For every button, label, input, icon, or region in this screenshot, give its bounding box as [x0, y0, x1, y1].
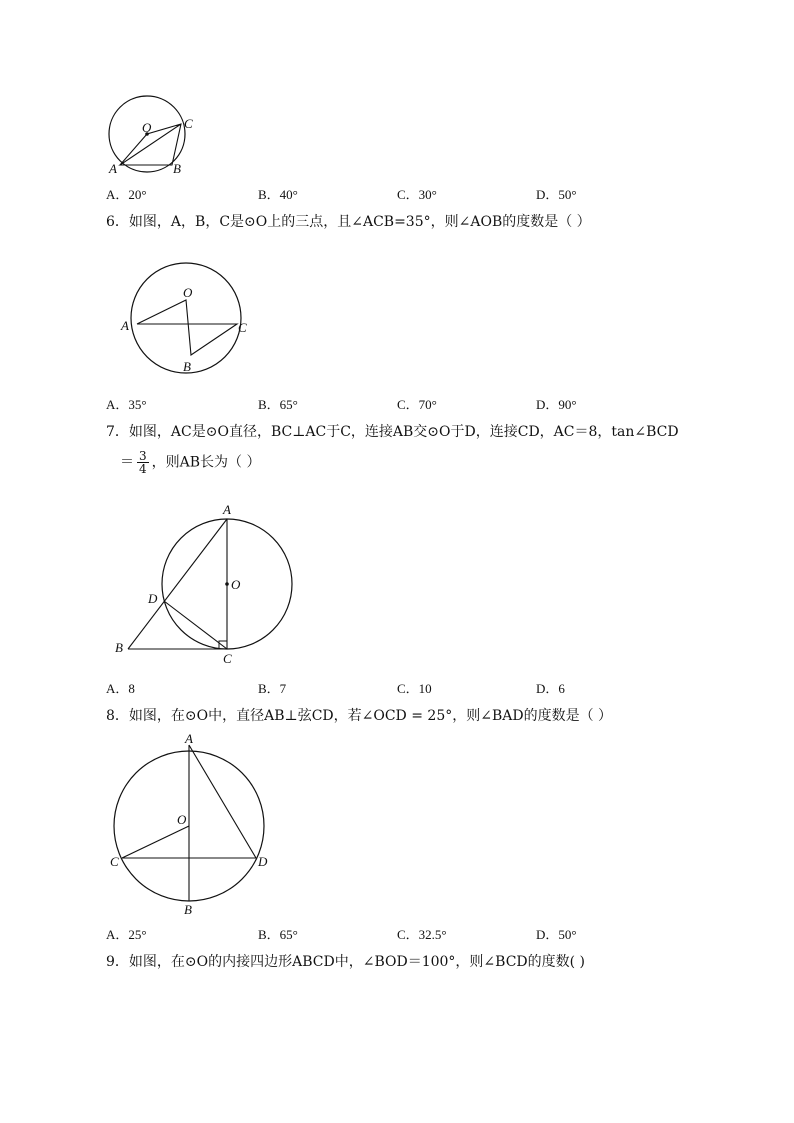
option-value: 50° — [558, 927, 577, 942]
q5-figure — [100, 90, 210, 180]
q8-label-c: C — [110, 854, 119, 869]
option-value: 40° — [279, 187, 298, 202]
q7-option-c[interactable] — [397, 680, 432, 698]
q8-label-b: B — [184, 902, 192, 917]
q8-option-d[interactable] — [536, 926, 577, 944]
option-value: 35° — [128, 397, 147, 412]
q8-stem — [106, 707, 612, 725]
q7-option-d[interactable] — [536, 680, 565, 698]
option-letter: A． — [106, 187, 129, 202]
q7-text-line1: 如图，AC是⊙O直径，BC⊥AC于C，连接AB交⊙O于D，连接CD，AC＝8，tan∠BCD — [128, 424, 679, 440]
q7-label-b: B — [115, 640, 123, 655]
q7-frac-num: 3 — [139, 449, 147, 463]
q7-text-line2: ，则AB长为（ ） — [151, 454, 261, 471]
option-letter: D． — [536, 927, 559, 942]
option-value: 50° — [558, 187, 577, 202]
option-value: 32.5° — [418, 927, 447, 942]
option-letter: A． — [106, 681, 129, 696]
option-letter: C． — [397, 681, 419, 696]
q5-label-b: B — [173, 161, 181, 176]
option-letter: B． — [258, 927, 280, 942]
q7-number: 7． — [106, 424, 129, 440]
option-value: 65° — [279, 927, 298, 942]
option-value: 25° — [128, 927, 147, 942]
q7-equals: ＝ — [120, 454, 134, 471]
q6-label-c: C — [238, 320, 247, 335]
q8-option-b[interactable] — [258, 926, 298, 944]
option-value: 8 — [128, 681, 135, 696]
q6-label-a: A — [121, 318, 129, 333]
option-letter: A． — [106, 397, 129, 412]
q7-option-a[interactable] — [106, 680, 135, 698]
q5-label-a: A — [109, 161, 117, 176]
q8-line-oc — [122, 826, 189, 858]
q6-option-a[interactable] — [106, 396, 147, 414]
q7-line-ab — [128, 519, 227, 649]
option-letter: C． — [397, 397, 419, 412]
q6-label-b: B — [183, 359, 191, 374]
option-value: 70° — [418, 397, 437, 412]
q9-text: 如图，在⊙O的内接四边形ABCD中，∠BOD＝100°，则∠BCD的度数( ) — [128, 954, 586, 970]
q7-line-dc — [164, 601, 227, 649]
q5-option-d[interactable] — [536, 186, 577, 204]
q7-label-c: C — [223, 651, 232, 666]
q5-label-c: C — [184, 116, 193, 131]
option-letter: A． — [106, 927, 129, 942]
option-letter: B． — [258, 187, 280, 202]
q8-figure — [100, 730, 280, 920]
option-value: 30° — [418, 187, 437, 202]
q7-label-o: O — [231, 577, 241, 592]
q6-stem — [106, 213, 591, 231]
q8-label-o: O — [177, 812, 187, 827]
q7-frac-den: 4 — [139, 462, 147, 476]
option-letter: D． — [536, 681, 559, 696]
option-value: 65° — [279, 397, 298, 412]
q7-stem-line1 — [106, 423, 679, 441]
option-value: 20° — [128, 187, 147, 202]
q8-text: 如图，在⊙O中，直径AB⊥弦CD，若∠OCD = 25°，则∠BAD的度数是（ ） — [128, 708, 613, 724]
q7-label-a: A — [223, 502, 231, 517]
q6-option-b[interactable] — [258, 396, 298, 414]
q8-line-ad — [189, 745, 256, 858]
option-letter: B． — [258, 397, 280, 412]
q8-label-d: D — [258, 854, 268, 869]
q7-option-b[interactable] — [258, 680, 286, 698]
option-letter: D． — [536, 397, 559, 412]
q7-center-dot — [225, 582, 229, 586]
q9-stem — [106, 953, 585, 971]
q5-option-b[interactable] — [258, 186, 298, 204]
q6-option-c[interactable] — [397, 396, 437, 414]
q8-number: 8． — [106, 708, 129, 724]
q7-fraction — [137, 450, 149, 475]
option-letter: C． — [397, 187, 419, 202]
q8-option-c[interactable] — [397, 926, 447, 944]
q9-number: 9． — [106, 954, 129, 970]
q6-label-o: O — [183, 285, 193, 300]
q6-number: 6． — [106, 214, 129, 230]
q6-text: 如图，A，B，C是⊙O上的三点，且∠ACB=35°，则∠AOB的度数是（ ） — [128, 214, 591, 230]
option-value: 90° — [558, 397, 577, 412]
q6-lines — [137, 300, 237, 355]
q5-option-a[interactable] — [106, 186, 147, 204]
q8-option-a[interactable] — [106, 926, 147, 944]
option-letter: B． — [258, 681, 280, 696]
q6-figure — [115, 244, 260, 379]
q7-stem-line2 — [120, 450, 261, 475]
q6-option-d[interactable] — [536, 396, 577, 414]
option-letter: D． — [536, 187, 559, 202]
q8-label-a: A — [185, 731, 193, 746]
option-value: 6 — [558, 681, 565, 696]
option-value: 10 — [418, 681, 432, 696]
q6-circle — [131, 263, 241, 373]
q5-label-o: O — [142, 120, 152, 135]
option-letter: C． — [397, 927, 419, 942]
option-value: 7 — [279, 681, 287, 696]
q7-figure — [108, 500, 303, 672]
q7-label-d: D — [148, 591, 158, 606]
q5-option-c[interactable] — [397, 186, 437, 204]
